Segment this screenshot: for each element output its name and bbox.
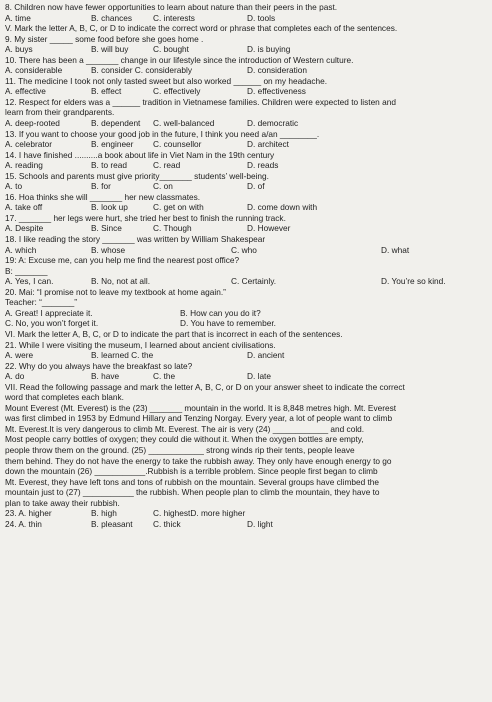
answer-option: D. light xyxy=(247,518,273,529)
text-line: them behind. They do not have the energy to take the rubbish away. They only have enough energy to go xyxy=(5,455,392,466)
text-line: word that completes each blank. xyxy=(5,392,124,403)
answer-options-row xyxy=(5,519,489,530)
text-line: people throw them on the ground. (25) ____________ strong winds rip their tents, people leave xyxy=(5,444,355,455)
answer-option: B. have xyxy=(91,371,120,382)
answer-option: A. reading xyxy=(5,160,43,171)
answer-option: A. Despite xyxy=(5,223,44,234)
text-line: down the mountain (26) ___________.Rubbish is a terrible problem. Since people first began to climb xyxy=(5,466,378,477)
text-line: VI. Mark the letter A, B, C, or D to indicate the part that is incorrect in each of the sentences. xyxy=(5,328,343,339)
answer-option: C. the xyxy=(153,371,176,382)
answer-option: A. time xyxy=(5,12,31,23)
text-line: 10. There has been a _______ change in our lifestyle since the introduction of Western culture. xyxy=(5,54,354,65)
answer-option: 24. A. thin xyxy=(5,518,42,529)
answer-option: A. take off xyxy=(5,202,43,213)
answer-options-row xyxy=(5,181,489,192)
text-line: V. Mark the letter A, B, C, or D to indicate the correct word or phrase that completes each of the sentences. xyxy=(5,23,398,34)
answer-option: C. Certainly. xyxy=(231,276,277,287)
answer-option: D. reads xyxy=(247,160,279,171)
text-line: Mt. Everest, they have left tons and tons of rubbish on the mountain. Several groups have climbed the xyxy=(5,476,380,487)
answer-option: B. No, not at all. xyxy=(91,276,151,287)
answer-option: B. for xyxy=(91,181,111,192)
answer-options-row xyxy=(5,308,489,319)
text-line: 19: A: Excuse me, can you help me find the nearest post office? xyxy=(5,255,240,266)
answer-option: B. high xyxy=(91,508,117,519)
answer-option: B. to read xyxy=(91,160,127,171)
text-line: 12. Respect for elders was a ______ tradition in Vietnamese families. Children were expected to listen and xyxy=(5,96,396,107)
answer-option: C. effectively xyxy=(153,86,201,97)
answer-option: A. Yes, I can. xyxy=(5,276,54,287)
text-line: Teacher: “_______” xyxy=(5,297,77,308)
answer-option: A. to xyxy=(5,181,23,192)
answer-options-row xyxy=(5,118,489,129)
answer-option: D. ancient xyxy=(247,350,285,361)
answer-options-row xyxy=(5,276,489,287)
text-line: Mt. Everest.It is very dangerous to climb Mt. Everest. The air is very (24) ____________ and cold. xyxy=(5,423,365,434)
text-line: 16. Hoa thinks she will _______ her new classmates. xyxy=(5,191,201,202)
answer-option: C. interests xyxy=(153,12,195,23)
answer-options-row xyxy=(5,160,489,171)
text-line: Mount Everest (Mt. Everest) is the (23) _______ mountain in the world. It is 8,848 metres high. Mt. Everest xyxy=(5,402,397,413)
answer-option: C. well-balanced xyxy=(153,118,215,129)
text-line: mountain just to (27) ___________ the rubbish. When people plan to climb the mountain, they have to xyxy=(5,487,380,498)
answer-option: D. tools xyxy=(247,12,276,23)
answer-options-row xyxy=(5,350,489,361)
answer-option: B. look up xyxy=(91,202,128,213)
answer-option: D. late xyxy=(247,371,271,382)
answer-option: B. engineer xyxy=(91,139,134,150)
text-line: 9. My sister _____ some food before she goes home . xyxy=(5,33,204,44)
answer-options-row xyxy=(5,245,489,256)
text-line: learn from their grandparents. xyxy=(5,107,115,118)
text-line: was first climbed in 1953 by Edmund Hillary and Tenzing Norgay. Every year, a lot of people want to climb xyxy=(5,413,393,424)
answer-options-row xyxy=(5,202,489,213)
answer-options-row xyxy=(5,318,489,329)
text-line: 17. _______ her legs were hurt, she tried her best to finish the running track. xyxy=(5,212,286,223)
answer-option: C. who xyxy=(231,244,257,255)
answer-option: A. deep-rooted xyxy=(5,118,60,129)
text-line: 21. While I were visiting the museum, I learned about ancient civilisations. xyxy=(5,339,276,350)
answer-option xyxy=(153,350,247,361)
answer-option: C. counsellor xyxy=(153,139,202,150)
answer-option: B. pleasant xyxy=(91,518,133,529)
text-line: 20. Mai: “I promise not to leave my textbook at home again.” xyxy=(5,286,226,297)
answer-option: D. You’re so kind. xyxy=(381,276,446,287)
answer-option: C. get on with xyxy=(153,202,204,213)
answer-option: C. on xyxy=(153,181,173,192)
answer-options-row xyxy=(5,223,489,234)
answer-options-row xyxy=(5,86,489,97)
answer-options-row xyxy=(5,371,489,382)
answer-option: D. architect xyxy=(247,139,289,150)
answer-option: B. consider C. considerably xyxy=(91,65,192,76)
answer-option: B. dependent xyxy=(91,118,141,129)
answer-options-row xyxy=(5,65,489,76)
answer-option: B. whose xyxy=(91,244,126,255)
answer-option: A. considerable xyxy=(5,65,63,76)
answer-option: A. were xyxy=(5,350,34,361)
text-line: 22. Why do you always have the breakfast so late? xyxy=(5,360,193,371)
answer-option: C. read xyxy=(153,160,181,171)
text-line: VII. Read the following passage and mark the letter A, B, C, or D on your answer sheet to indicate the correct xyxy=(5,381,405,392)
answer-option: 23. A. higher xyxy=(5,508,52,519)
answer-option: D. democratic xyxy=(247,118,299,129)
answer-option: A. buys xyxy=(5,44,33,55)
answer-option: A. Great! I appreciate it. xyxy=(5,307,93,318)
answer-option: D. consideration xyxy=(247,65,307,76)
answer-option: D. is buying xyxy=(247,44,291,55)
answer-option: B. How can you do it? xyxy=(180,307,261,318)
answer-option: D. effectiveness xyxy=(247,86,306,97)
answer-option: C. thick xyxy=(153,518,181,529)
text-line: 14. I have finished ..........a book about life in Viet Nam in the 19th century xyxy=(5,149,275,160)
text-line: 15. Schools and parents must give priority_______ students’ well-being. xyxy=(5,170,269,181)
text-line: Most people carry bottles of oxygen; they could die without it. When the oxygen bottles are empty, xyxy=(5,434,364,445)
text-line: B: _______ xyxy=(5,265,48,276)
answer-option: B. learned C. the xyxy=(91,350,154,361)
text-line: 18. I like reading the story _______ was written by William Shakespear xyxy=(5,234,266,245)
text-line: 8. Children now have fewer opportunities to learn about nature than their peers in the past. xyxy=(5,2,338,12)
answer-option: D. come down with xyxy=(247,202,318,213)
answer-option: B. effect xyxy=(91,86,122,97)
answer-option: C. highestD. more higher xyxy=(153,508,246,519)
answer-option xyxy=(153,65,247,76)
answer-option: B. Since xyxy=(91,223,122,234)
answer-option: D. what xyxy=(381,244,410,255)
answer-options-row xyxy=(5,44,489,55)
text-line: plan to take away their rubbish. xyxy=(5,497,120,508)
answer-option: B. chances xyxy=(91,12,133,23)
text-line: 13. If you want to choose your good job in the future, I think you need a/an ________. xyxy=(5,128,320,139)
answer-options-row xyxy=(5,508,489,519)
answer-option: D. You have to remember. xyxy=(180,318,276,329)
answer-option: D. of xyxy=(247,181,265,192)
answer-option: C. No, you won’t forget it. xyxy=(5,318,99,329)
answer-option: A. do xyxy=(5,371,25,382)
answer-option: A. celebrator xyxy=(5,139,53,150)
answer-option: C. Though xyxy=(153,223,192,234)
answer-option: D. However xyxy=(247,223,291,234)
answer-options-row xyxy=(5,13,489,24)
answer-options-row xyxy=(5,139,489,150)
answer-option: A. effective xyxy=(5,86,46,97)
answer-option: A. which xyxy=(5,244,37,255)
answer-option: B. will buy xyxy=(91,44,129,55)
text-line: 11. The medicine I took not only tasted sweet but also worked ______ on my headache. xyxy=(5,75,328,86)
answer-option: C. bought xyxy=(153,44,189,55)
